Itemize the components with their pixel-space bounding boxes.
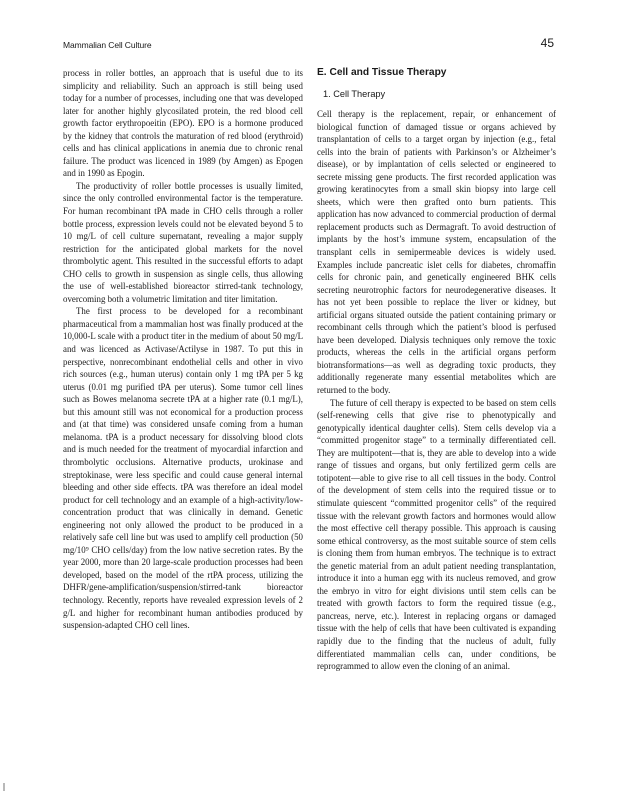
margin-mark [3, 783, 5, 791]
running-head: Mammalian Cell Culture [63, 40, 152, 50]
subsection-heading: 1. Cell Therapy [323, 89, 386, 99]
section-heading: E. Cell and Tissue Therapy [317, 67, 447, 78]
left-paragraph-1: process in roller bottles, an approach that is useful due to its simplicity and reliability. Such an approach is still being used today for a number of processes, including one that was developed later for another highly glycosilated protein, the red blood cell growth factor erythropoeitin (EPO). EPO is a hormone produced by the kidney that controls the maturation of red blood (erythroid) cells and has clinical applications in anemia due to chronic renal failure. The product was licenced in 1989 (by Amgen) as Epogen and in 1990 as Epogin. [63, 68, 303, 179]
left-paragraph-3: The first process to be developed for a recombinant pharmaceutical from a mammalian host was finally produced at the 10,000-L scale with a product titer in the medium of about 50 mg/L and was licenced as Activase/Actilyse in 1987. To put this in perspective, nonrecombinant endothelial cells and other in vivo rich sources (e.g., human uterus) contain only 1 mg tPA per 5 kg uterus (0.01 mg purified tPA per uterus). Some tumor cell lines such as Bowes melanoma secrete tPA at a higher rate (0.1 mg/L), but this amount still was not economical for a production process and (at that time) was considered unsafe coming from a human melanoma. tPA is a product necessary for dissolving blood clots and is much needed for the treatment of myocardial infarction and thrombolytic occlusions. Alternative products, urokinase and streptokinase, were less specific and could cause general internal bleeding and other side effects. tPA was therefore an ideal model product for cell technology and an example of a high-activity/low-concentration product that was clinically in demand. Genetic engineering not only allowed the product to be produced in a relatively safe cell line but was used to amplify cell production (50 mg/10⁹ CHO cells/day) from the low native secretion rates. By the year 2000, more than 20 large-scale production processes had been developed, based on the model of the rtPA process, utilizing the DHFR/gene-amplification/suspension/stirred-tank bioreactor technology. Recently, reports have revealed expression levels of 2 g/L and higher for recombinant human antibodies produced by suspension-adapted CHO cell lines. [63, 306, 303, 631]
left-column [63, 67, 303, 632]
page-number: 45 [540, 36, 554, 50]
right-paragraph-1: Cell therapy is the replacement, repair, or enhancement of biological function of damaged tissue or organs achieved by transplantation of cells to a target organ by injection (e.g., fetal cells into the brain of patients with Parkinson’s or Alzheimer’s disease), or by implantation of cells selected or engineered to secrete missing gene products. The first recorded application was growing keratinocytes from a small skin biopsy into large cell sheets, which were then grafted onto burn patients. This application has now advanced to commercial production of dermal replacement products such as Dermagraft. To avoid destruction of implants by the host’s immune system, encapsulation of the transplant cells in semipermeable devices is widely used. Examples include pancreatic islet cells for diabetes, chromaffin cells for chronic pain, and genetically engineered BHK cells secreting neurotrophic factors for neurodegenerative diseases. It has not yet been possible to replace the liver or kidney, but artificial organs situated outside the patient containing primary or recombinant cells through which the patient’s blood is perfused have been developed. Dialysis techniques only remove the toxic products, whereas the cells in the artificial organs perform biotransformations—as well as degrading toxic products, they additionally regenerate many essential metabolites which are returned to the body. [317, 109, 556, 396]
right-paragraph-2: The future of cell therapy is expected to be based on stem cells (self-renewing cells that give rise to phenotypically and genotypically identical daughter cells). Stem cells develop via a “committed progenitor stage” to a terminally differentiated cell. They are multipotent—that is, they are able to develop into a wide range of tissues and organs, but only fertilized germ cells are totipotent—able to give rise to all cell tissues in the body. Control of the development of stem cells into the required tissue or to stimulate quiescent “committed progenitor cells” of the required tissue with the relevant growth factors and hormones would allow the most effective cell therapy possible. This approach is causing some ethical controversy, as the most suitable source of stem cells is cloning them from human embryos. The technique is to extract the genetic material from an adult patient needing transplantation, introduce it into a human egg with its nucleus removed, and grow the embryo in vitro for eight divisions until stem cells can be treated with growth factors to form the required tissue (e.g., pancreas, nerve, etc.). Interest in replacing organs or damaged tissue with the help of cells that have been cultivated is expanding rapidly due to the finding that the nucleus of adult, fully differentiated mammalian cells can, under conditions, be reprogrammed to allow even the cloning of an animal. [317, 397, 556, 672]
right-column [317, 67, 556, 673]
left-paragraph-2: The productivity of roller bottle processes is usually limited, since the only controlled environmental factor is the temperature. For human recombinant tPA made in CHO cells through a roller bottle process, expression levels could not be elevated beyond 5 to 10 mg/L of cell culture supernatant, revealing a major supply restriction for the anticipated global markets for the novel thrombolytic agent. This resulted in the successful efforts to adapt CHO cells to growth in suspension as single cells, thus allowing the use of well-established bioreactor stirred-tank technology, overcoming both a volumetric limitation and titer limitation. [63, 180, 303, 304]
